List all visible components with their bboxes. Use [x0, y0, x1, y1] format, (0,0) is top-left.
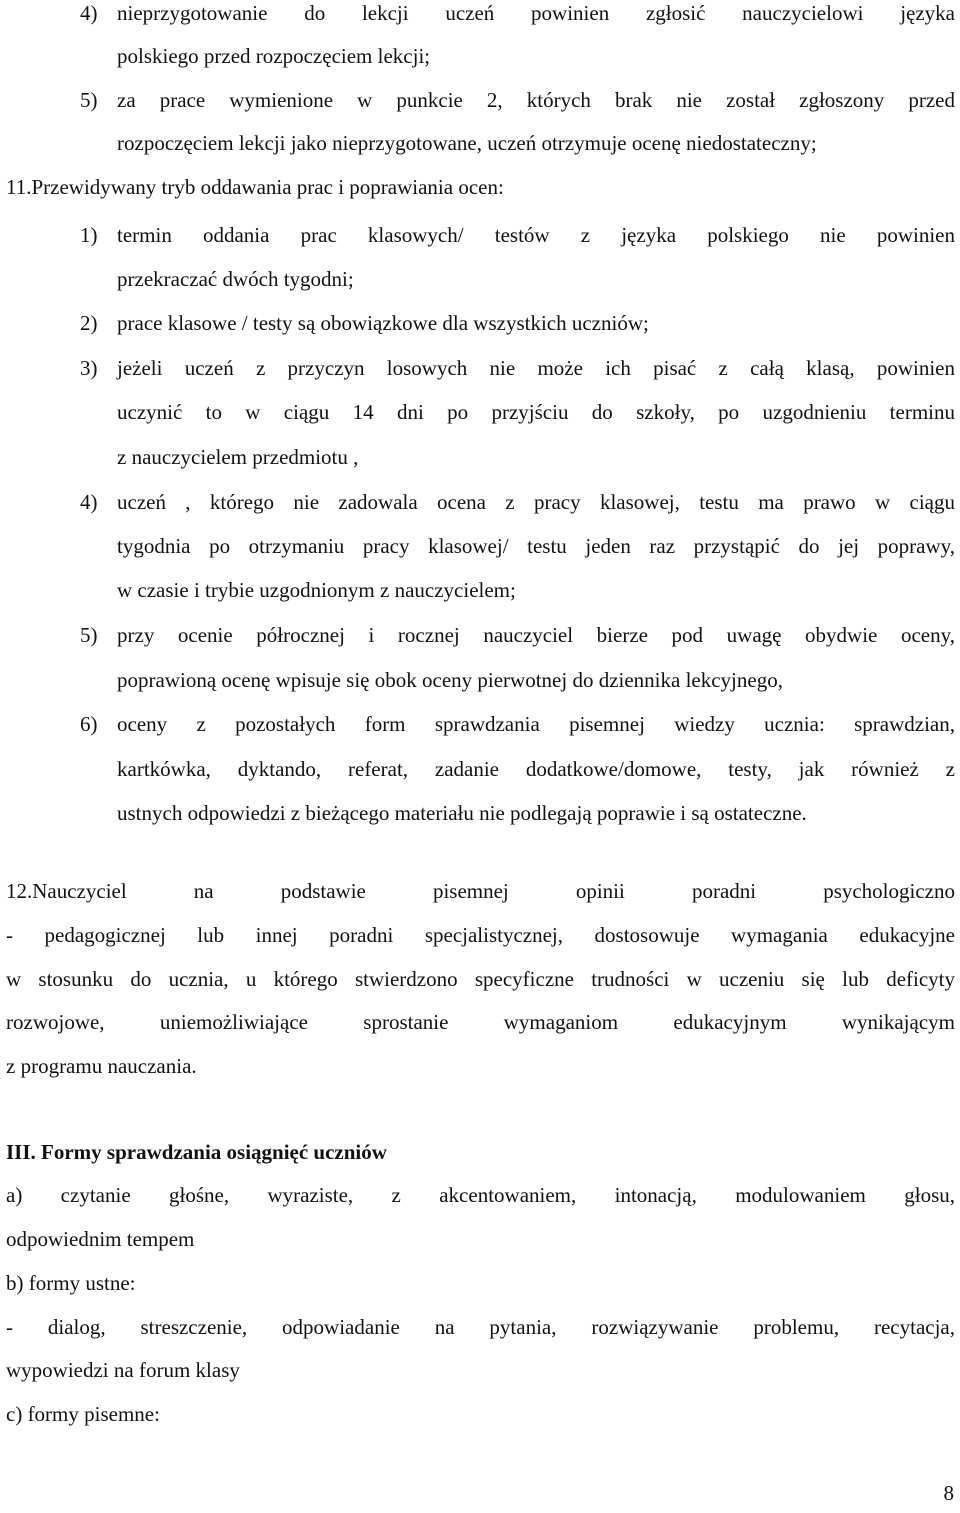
paragraph-line: a) czytanie głośne, wyraziste, z akcentowaniem, intonacją, modulowaniem głosu,: [6, 1183, 955, 1207]
paragraph-line: z programu nauczania.: [6, 1054, 197, 1078]
list-item-line: termin oddania prac klasowych/ testów z języka polskiego nie powinien: [117, 223, 955, 247]
list-item-line: jeżeli uczeń z przyczyn losowych nie może ich pisać z całą klasą, powinien: [117, 356, 955, 380]
list-item-line: uczynić to w ciągu 14 dni po przyjściu do szkoły, po uzgodnieniu terminu: [117, 400, 955, 424]
paragraph-line: - dialog, streszczenie, odpowiadanie na pytania, rozwiązywanie problemu, recytacja,: [6, 1315, 955, 1339]
list-number: 3): [80, 356, 98, 380]
section-heading: 11.Przewidywany tryb oddawania prac i poprawiania ocen:: [6, 175, 504, 199]
list-number: 4): [80, 1, 98, 25]
paragraph-line: b) formy ustne:: [6, 1271, 136, 1295]
list-item-line: nieprzygotowanie do lekcji uczeń powinien zgłosić nauczycielowi języka: [117, 1, 955, 25]
list-item-line: poprawioną ocenę wpisuje się obok oceny pierwotnej do dziennika lekcyjnego,: [117, 668, 783, 692]
paragraph-line: wypowiedzi na forum klasy: [6, 1358, 240, 1382]
list-item-line: tygodnia po otrzymaniu pracy klasowej/ testu jeden raz przystąpić do jej poprawy,: [117, 534, 955, 558]
paragraph-line: odpowiednim tempem: [6, 1227, 195, 1251]
paragraph-line: c) formy pisemne:: [6, 1402, 160, 1426]
list-item-line: z nauczycielem przedmiotu ,: [117, 445, 359, 469]
paragraph-line: rozwojowe, uniemożliwiające sprostanie wymaganiom edukacyjnym wynikającym: [6, 1010, 955, 1034]
section-heading-number: III.: [6, 1140, 36, 1164]
list-item-line: ustnych odpowiedzi z bieżącego materiału nie podlegają poprawie i są ostateczne.: [117, 801, 807, 825]
list-number: 2): [80, 311, 98, 335]
list-number: 5): [80, 88, 98, 112]
list-item-line: kartkówka, dyktando, referat, zadanie dodatkowe/domowe, testy, jak również z: [117, 757, 955, 781]
section-heading-title: Formy sprawdzania osiągnięć uczniów: [41, 1140, 387, 1164]
list-number: 1): [80, 223, 98, 247]
list-number: 5): [80, 623, 98, 647]
list-item-line: uczeń , którego nie zadowala ocena z pracy klasowej, testu ma prawo w ciągu: [117, 490, 955, 514]
list-item-line: prace klasowe / testy są obowiązkowe dla wszystkich uczniów;: [117, 311, 649, 335]
list-item-line: rozpoczęciem lekcji jako nieprzygotowane, uczeń otrzymuje ocenę niedostateczny;: [117, 131, 817, 155]
list-item-line: przekraczać dwóch tygodni;: [117, 267, 354, 291]
paragraph-line: 12.Nauczyciel na podstawie pisemnej opinii poradni psychologiczno: [6, 879, 955, 903]
list-number: 6): [80, 712, 98, 736]
list-item-line: polskiego przed rozpoczęciem lekcji;: [117, 44, 431, 68]
page-number: 8: [943, 1481, 954, 1505]
list-item-line: w czasie i trybie uzgodnionym z nauczycielem;: [117, 578, 516, 602]
list-number: 4): [80, 490, 98, 514]
section-heading: [6, 1139, 387, 1165]
paragraph-line: w stosunku do ucznia, u którego stwierdzono specyficzne trudności w uczeniu się lub deficyty: [6, 967, 955, 991]
paragraph-line: - pedagogicznej lub innej poradni specjalistycznej, dostosowuje wymagania edukacyjne: [6, 923, 955, 947]
list-item-line: przy ocenie półrocznej i rocznej nauczyciel bierze pod uwagę obydwie oceny,: [117, 623, 955, 647]
list-item-line: oceny z pozostałych form sprawdzania pisemnej wiedzy ucznia: sprawdzian,: [117, 712, 955, 736]
list-item-line: za prace wymienione w punkcie 2, których brak nie został zgłoszony przed: [117, 88, 955, 112]
